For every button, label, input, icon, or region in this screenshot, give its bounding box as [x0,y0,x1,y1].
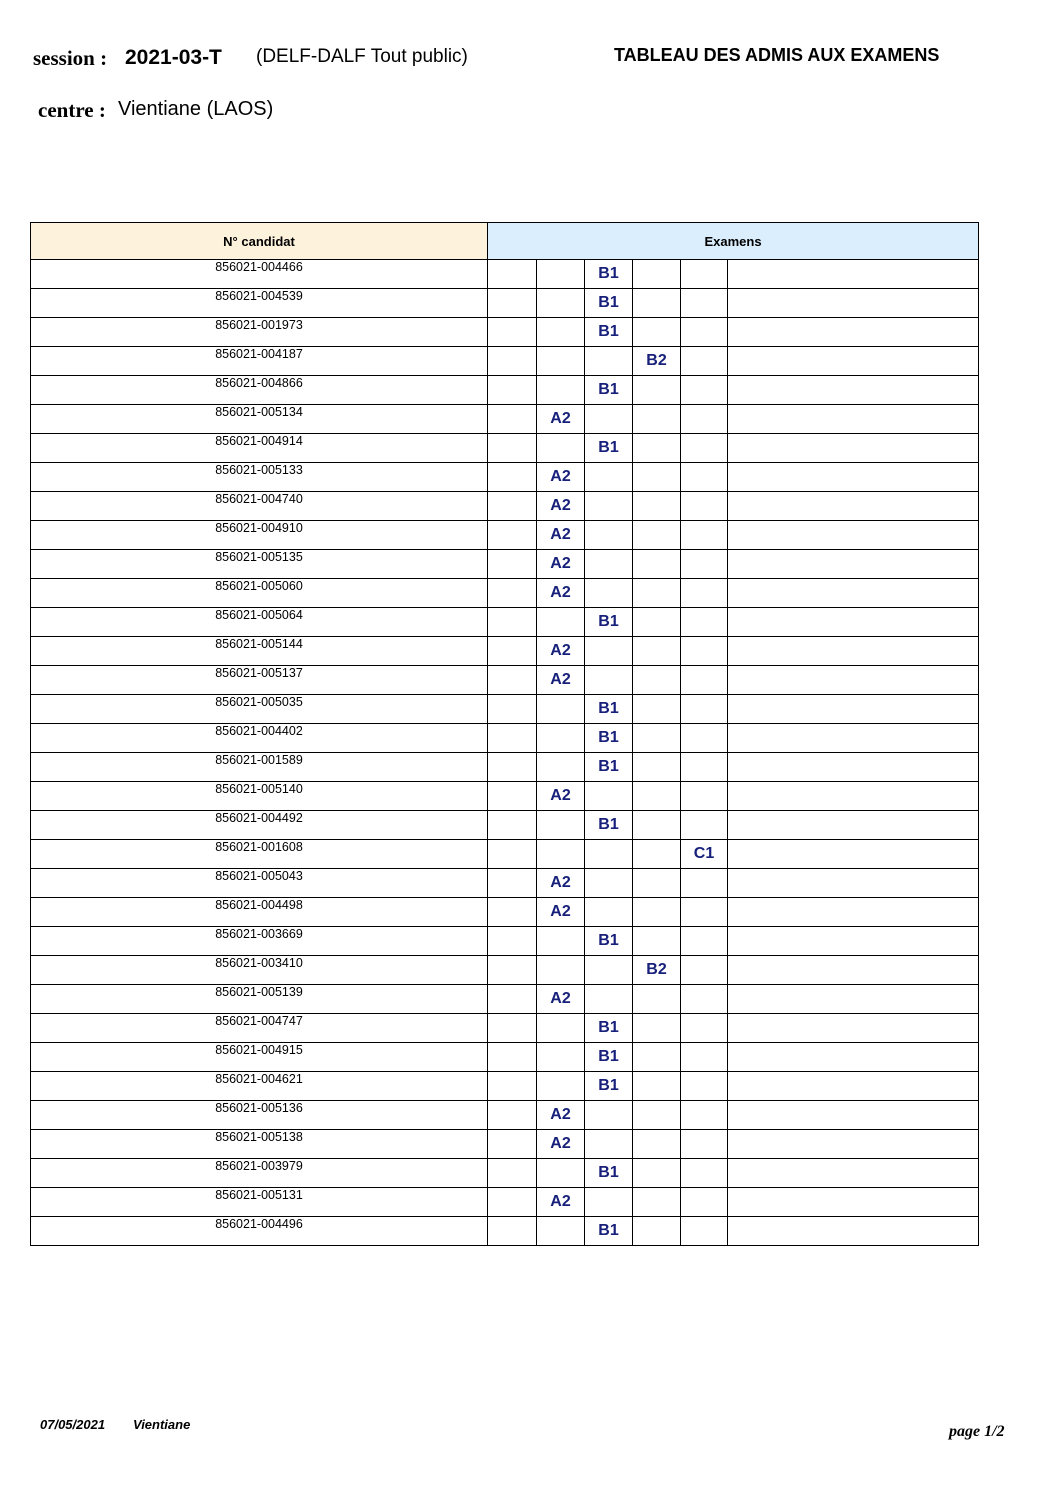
candidate-number: 856021-005144 [31,637,488,666]
candidate-number: 856021-001589 [31,753,488,782]
exam-cell [633,376,681,405]
exam-cell [728,289,979,318]
exam-cell [633,318,681,347]
exam-cell [681,463,728,492]
exam-cell [728,260,979,289]
header-exams: Examens [488,223,979,260]
candidate-number: 856021-004539 [31,289,488,318]
exam-level: B1 [585,1159,633,1188]
session-type: (DELF-DALF Tout public) [256,46,468,67]
exam-cell [488,927,537,956]
candidate-number: 856021-004496 [31,1217,488,1246]
exam-cell [633,985,681,1014]
exam-cell [681,376,728,405]
exam-cell [537,811,585,840]
exam-cell [681,753,728,782]
exam-cell [728,753,979,782]
exam-cell [681,724,728,753]
exam-cell [585,521,633,550]
exam-cell [728,869,979,898]
exam-cell [537,347,585,376]
exam-cell [728,579,979,608]
table-row [31,1159,979,1188]
exam-cell [537,695,585,724]
exam-cell [681,869,728,898]
exam-cell [488,260,537,289]
candidate-number: 856021-005137 [31,666,488,695]
exam-cell [681,1043,728,1072]
exam-cell [633,1159,681,1188]
exam-cell [488,1130,537,1159]
exam-cell [488,753,537,782]
table-row [31,318,979,347]
exam-cell [488,840,537,869]
candidate-number: 856021-005139 [31,985,488,1014]
exam-cell [681,956,728,985]
exam-cell [537,840,585,869]
table-row [31,463,979,492]
exam-cell [585,637,633,666]
exam-level: A2 [537,1101,585,1130]
exam-level: B1 [585,376,633,405]
table-header-row [31,223,979,260]
exam-cell [728,405,979,434]
exam-cell [728,1188,979,1217]
exam-cell [633,550,681,579]
exam-cell [488,724,537,753]
candidate-number: 856021-004492 [31,811,488,840]
exam-level: C1 [681,840,728,869]
exam-cell [537,289,585,318]
exam-cell [537,956,585,985]
table-row [31,869,979,898]
exam-cell [681,492,728,521]
exam-cell [488,521,537,550]
exam-level: B2 [633,956,681,985]
exam-cell [488,869,537,898]
candidate-number: 856021-004914 [31,434,488,463]
exam-cell [633,811,681,840]
exam-cell [633,753,681,782]
exam-cell [633,666,681,695]
exam-cell [537,260,585,289]
candidate-number: 856021-004187 [31,347,488,376]
exam-cell [488,463,537,492]
exam-cell [585,550,633,579]
exam-cell [488,1159,537,1188]
exam-level: A2 [537,492,585,521]
exam-cell [728,927,979,956]
exam-cell [681,347,728,376]
table-row [31,1014,979,1043]
candidate-number: 856021-001973 [31,318,488,347]
table-row [31,492,979,521]
exam-level: B1 [585,724,633,753]
page-number: page 1/2 [949,1423,1005,1440]
exam-cell [633,840,681,869]
exam-cell [585,1101,633,1130]
exam-cell [537,608,585,637]
exam-cell [681,782,728,811]
table-row [31,985,979,1014]
table-row [31,550,979,579]
exam-cell [681,579,728,608]
exam-cell [681,811,728,840]
exam-cell [633,1043,681,1072]
exam-cell [488,492,537,521]
table-row [31,637,979,666]
exam-level: B1 [585,318,633,347]
table-row [31,1188,979,1217]
table-row [31,289,979,318]
exam-cell [633,434,681,463]
exam-level: B1 [585,753,633,782]
table-row [31,1130,979,1159]
table-row [31,1072,979,1101]
exam-cell [488,1043,537,1072]
exam-cell [585,1130,633,1159]
centre-label: centre : [38,98,106,122]
candidate-number: 856021-001608 [31,840,488,869]
table-row [31,724,979,753]
exam-cell [728,782,979,811]
session-label: session : [33,46,108,70]
exam-cell [585,1188,633,1217]
table-body [31,260,979,1246]
exam-level: A2 [537,637,585,666]
exam-cell [537,753,585,782]
exam-cell [488,956,537,985]
candidate-number: 856021-005131 [31,1188,488,1217]
exam-cell [681,1217,728,1246]
exam-cell [488,1188,537,1217]
exam-cell [488,579,537,608]
exam-cell [728,811,979,840]
exam-cell [728,1072,979,1101]
exam-cell [681,521,728,550]
exam-cell [488,376,537,405]
table-row [31,579,979,608]
exam-cell [537,724,585,753]
exam-cell [488,1072,537,1101]
exam-cell [681,550,728,579]
document-title: TABLEAU DES ADMIS AUX EXAMENS [614,45,940,65]
exam-level: B1 [585,434,633,463]
exam-cell [488,782,537,811]
exam-cell [633,289,681,318]
candidate-number: 856021-005133 [31,463,488,492]
exam-cell [585,492,633,521]
table-row [31,347,979,376]
exam-cell [537,1014,585,1043]
exam-cell [585,898,633,927]
candidate-number: 856021-005064 [31,608,488,637]
exam-cell [537,318,585,347]
exam-cell [488,347,537,376]
exam-level: B1 [585,1043,633,1072]
table-row [31,1101,979,1130]
candidate-number: 856021-004498 [31,898,488,927]
table-row [31,782,979,811]
exam-cell [488,811,537,840]
exam-cell [633,724,681,753]
exam-cell [633,463,681,492]
exam-cell [681,1188,728,1217]
exam-cell [488,695,537,724]
exam-cell [633,521,681,550]
table-row [31,840,979,869]
exam-cell [681,318,728,347]
candidate-number: 856021-004866 [31,376,488,405]
exam-cell [728,1159,979,1188]
exam-cell [633,1217,681,1246]
exam-level: A2 [537,463,585,492]
exam-cell [728,985,979,1014]
candidate-number: 856021-004740 [31,492,488,521]
table-row [31,811,979,840]
candidate-number: 856021-003410 [31,956,488,985]
exam-cell [728,1014,979,1043]
exam-cell [681,608,728,637]
exam-cell [537,1072,585,1101]
exam-level: A2 [537,869,585,898]
exam-cell [488,289,537,318]
exam-level: A2 [537,985,585,1014]
exam-cell [728,840,979,869]
exam-level: A2 [537,1130,585,1159]
exam-cell [537,1043,585,1072]
exam-cell [633,1101,681,1130]
exam-cell [633,579,681,608]
exam-cell [681,260,728,289]
table-row [31,666,979,695]
exam-cell [488,550,537,579]
exam-cell [633,869,681,898]
exam-cell [488,318,537,347]
table-row [31,434,979,463]
candidate-number: 856021-005035 [31,695,488,724]
exam-level: B1 [585,289,633,318]
exam-cell [633,1130,681,1159]
table-row [31,956,979,985]
table-row [31,1217,979,1246]
candidate-number: 856021-004621 [31,1072,488,1101]
exam-level: A2 [537,405,585,434]
exam-cell [728,434,979,463]
table-row [31,695,979,724]
candidate-number: 856021-005135 [31,550,488,579]
exam-level: A2 [537,1188,585,1217]
table-row [31,521,979,550]
exam-cell [585,579,633,608]
exam-cell [728,492,979,521]
exam-cell [488,434,537,463]
exam-cell [585,782,633,811]
candidate-number: 856021-005140 [31,782,488,811]
exam-level: A2 [537,666,585,695]
table-row [31,376,979,405]
exam-cell [585,347,633,376]
candidate-number: 856021-004466 [31,260,488,289]
exam-cell [585,985,633,1014]
exam-cell [728,347,979,376]
exam-cell [633,898,681,927]
exam-cell [633,608,681,637]
candidate-number: 856021-004747 [31,1014,488,1043]
exam-cell [633,405,681,434]
exam-cell [681,637,728,666]
exam-cell [633,782,681,811]
exam-cell [633,260,681,289]
exam-cell [728,1043,979,1072]
exam-level: B1 [585,1072,633,1101]
exam-level: A2 [537,782,585,811]
exam-cell [488,898,537,927]
exam-cell [585,405,633,434]
exam-level: B1 [585,927,633,956]
exam-cell [681,927,728,956]
exam-level: A2 [537,579,585,608]
exam-cell [728,956,979,985]
exam-level: A2 [537,521,585,550]
exam-cell [728,1217,979,1246]
exam-cell [728,1101,979,1130]
table-row [31,753,979,782]
candidate-number: 856021-005134 [31,405,488,434]
table-row [31,898,979,927]
candidate-number: 856021-003979 [31,1159,488,1188]
exam-cell [585,869,633,898]
exam-cell [728,898,979,927]
session-code: 2021-03-T [125,46,222,69]
exam-level: B1 [585,260,633,289]
exam-cell [728,666,979,695]
exam-cell [488,985,537,1014]
candidate-number: 856021-003669 [31,927,488,956]
exam-level: B2 [633,347,681,376]
exam-cell [728,318,979,347]
exam-cell [537,1159,585,1188]
exam-cell [681,666,728,695]
table-row [31,405,979,434]
exam-cell [681,434,728,463]
candidate-number: 856021-004402 [31,724,488,753]
table-row [31,260,979,289]
exam-cell [681,985,728,1014]
exam-level: B1 [585,608,633,637]
exam-level: A2 [537,898,585,927]
exam-cell [488,1101,537,1130]
exam-cell [585,956,633,985]
centre-value: Vientiane (LAOS) [118,98,274,120]
exam-cell [633,1188,681,1217]
exam-cell [633,1072,681,1101]
exam-cell [537,927,585,956]
exam-cell [488,666,537,695]
table-row [31,927,979,956]
exam-cell [728,1130,979,1159]
exam-cell [728,724,979,753]
exam-cell [488,608,537,637]
table-row [31,1043,979,1072]
exam-cell [681,695,728,724]
candidate-number: 856021-005136 [31,1101,488,1130]
exam-level: A2 [537,550,585,579]
exam-cell [728,463,979,492]
exam-cell [681,289,728,318]
exam-cell [633,492,681,521]
exam-cell [537,1217,585,1246]
candidate-number: 856021-004910 [31,521,488,550]
exam-cell [681,405,728,434]
candidate-number: 856021-005043 [31,869,488,898]
exam-cell [585,666,633,695]
exam-level: B1 [585,811,633,840]
exam-cell [728,695,979,724]
exam-cell [537,434,585,463]
exam-cell [488,1014,537,1043]
exam-level: B1 [585,695,633,724]
exam-cell [633,637,681,666]
exam-cell [488,1217,537,1246]
exam-cell [728,608,979,637]
exam-cell [728,521,979,550]
exam-cell [585,463,633,492]
exam-cell [681,1101,728,1130]
exam-level: B1 [585,1217,633,1246]
results-table [30,222,979,1246]
exam-cell [728,637,979,666]
footer-date: 07/05/2021 [40,1417,106,1432]
exam-cell [585,840,633,869]
exam-level: B1 [585,1014,633,1043]
exam-cell [633,927,681,956]
exam-cell [681,1130,728,1159]
header-candidate: N° candidat [31,223,488,260]
exam-cell [681,898,728,927]
candidate-number: 856021-005060 [31,579,488,608]
exam-cell [728,376,979,405]
exam-cell [633,1014,681,1043]
candidate-number: 856021-004915 [31,1043,488,1072]
exam-cell [728,550,979,579]
candidate-number: 856021-005138 [31,1130,488,1159]
footer-city: Vientiane [133,1417,191,1432]
exam-cell [633,695,681,724]
exam-cell [681,1014,728,1043]
exam-cell [681,1159,728,1188]
exam-cell [681,1072,728,1101]
exam-cell [488,405,537,434]
exam-cell [537,376,585,405]
table-row [31,608,979,637]
exam-cell [488,637,537,666]
